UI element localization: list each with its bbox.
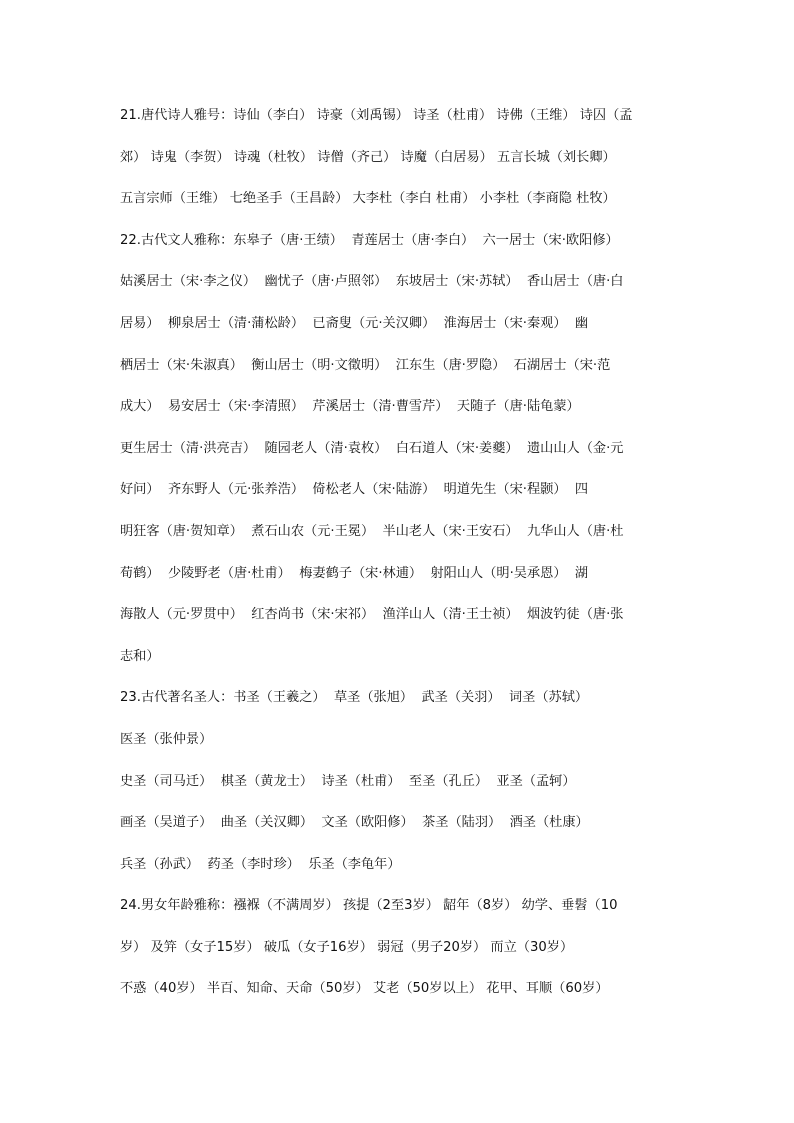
text-line: 荀鹤） 少陵野老（唐·杜甫） 梅妻鹤子（宋·林逋） 射阳山人（明·吴承恩） 湖 bbox=[120, 565, 589, 581]
document-body bbox=[120, 105, 676, 1020]
text-line: 居易） 柳泉居士（清·蒲松龄） 已斋叟（元·关汉卿） 淮海居士（宋·秦观） 幽 bbox=[120, 315, 589, 331]
text-line: 更生居士（清·洪亮吉） 随园老人（清·袁枚） 白石道人（宋·姜夔） 遗山山人（金·元 bbox=[120, 440, 624, 456]
text-line: 栖居士（宋·朱淑真） 衡山居士（明·文徵明） 江东生（唐·罗隐） 石湖居士（宋·范 bbox=[120, 357, 611, 373]
text-line: 画圣（吴道子） 曲圣（关汉卿） 文圣（欧阳修） 茶圣（陆羽） 酒圣（杜康） bbox=[120, 815, 589, 831]
text-line: 史圣（司马迁） 棋圣（黄龙士） 诗圣（杜甫） 至圣（孔丘） 亚圣（孟轲） bbox=[120, 773, 576, 789]
text-line: 海散人（元·罗贯中） 红杏尚书（宋·宋祁） 渔洋山人（清·王士祯） 烟波钓徒（唐·张 bbox=[120, 607, 624, 623]
text-line: 好问） 齐东野人（元·张养浩） 倚松老人（宋·陆游） 明道先生（宋·程颢） 四 bbox=[120, 482, 589, 498]
text-line: 24.男女年龄雅称：襁褓（不满周岁） 孩提（2至3岁） 龆年（8岁） 幼学、垂髫（10 bbox=[120, 898, 618, 914]
text-line: 医圣（张仲景） bbox=[120, 731, 213, 747]
text-line: 五言宗师（王维） 七绝圣手（王昌龄） 大李杜（李白 杜甫） 小李杜（李商隐 杜牧） bbox=[120, 191, 616, 207]
text-line: 22.古代文人雅称：东皋子（唐·王绩） 青莲居士（唐·李白） 六一居士（宋·欧阳修） bbox=[120, 232, 619, 248]
text-line: 成大） 易安居士（宋·李清照） 芹溪居士（清·曹雪芹） 天随子（唐·陆龟蒙） bbox=[120, 399, 580, 415]
text-line: 姑溪居士（宋·李之仪） 幽忧子（唐·卢照邻） 东坡居士（宋·苏轼） 香山居士（唐·白 bbox=[120, 274, 624, 290]
text-line: 21.唐代诗人雅号：诗仙（李白） 诗豪（刘禹锡） 诗圣（杜甫） 诗佛（王维） 诗囚（孟 bbox=[120, 108, 633, 123]
text-line: 不惑（40岁） 半百、知命、天命（50岁） 艾老（50岁以上） 花甲、耳顺（60岁） bbox=[120, 981, 609, 997]
text-line: 志和） bbox=[120, 648, 160, 664]
text-line: 郊） 诗鬼（李贺） 诗魂（杜牧） 诗僧（齐己） 诗魔（白居易） 五言长城（刘长卿） bbox=[120, 149, 616, 165]
text-line: 明狂客（唐·贺知章） 煮石山农（元·王冕） 半山老人（宋·王安石） 九华山人（唐·杜 bbox=[120, 523, 624, 539]
text-line: 23.古代著名圣人：书圣（王羲之） 草圣（张旭） 武圣（关羽） 词圣（苏轼） bbox=[120, 690, 589, 706]
text-line: 兵圣（孙武） 药圣（李时珍） 乐圣（李龟年） bbox=[120, 856, 401, 872]
text-line: 岁） 及笄（女子15岁） 破瓜（女子16岁） 弱冠（男子20岁） 而立（30岁） bbox=[120, 939, 574, 955]
